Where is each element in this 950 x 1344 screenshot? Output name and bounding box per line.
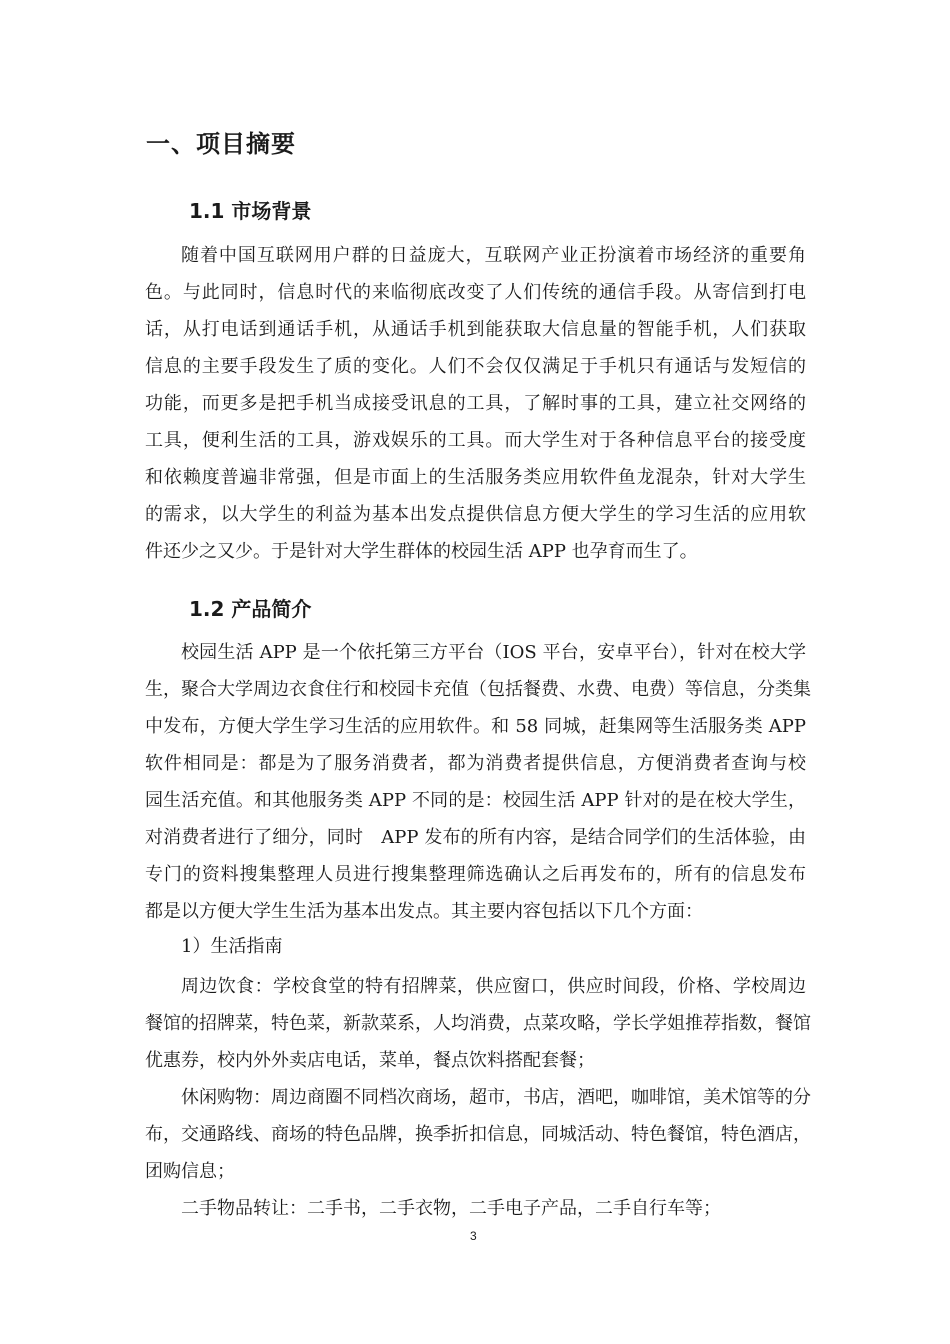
paragraph-line: 对消费者进行了细分，同时 APP 发布的所有内容，是结合同学们的生活体验，由 bbox=[145, 827, 806, 848]
paragraph-line: 中发布，方便大学生学习生活的应用软件。和 58 同城，赶集网等生活服务类 APP bbox=[145, 716, 806, 737]
paragraph-line: 生，聚合大学周边衣食住行和校园卡充值（包括餐费、水费、电费）等信息，分类集 bbox=[145, 679, 811, 700]
paragraph-line-dining: 优惠券，校内外外卖店电话，菜单，餐点饮料搭配套餐； bbox=[145, 1050, 595, 1071]
paragraph-line-dining: 餐馆的招牌菜，特色菜，新款菜系，人均消费，点菜攻略，学长学姐推荐指数，餐馆 bbox=[145, 1013, 811, 1034]
paragraph-line-shopping: 休闲购物：周边商圈不同档次商场，超市，书店，酒吧，咖啡馆，美术馆等的分 bbox=[181, 1087, 811, 1108]
chapter-heading: 一、项目摘要 bbox=[146, 130, 296, 158]
section-title-product-intro: 1.2 产品简介 bbox=[189, 597, 312, 621]
paragraph-line: 软件相同是：都是为了服务消费者，都为消费者提供信息，方便消费者查询与校 bbox=[145, 753, 806, 774]
paragraph-line: 和依赖度普遍非常强，但是市面上的生活服务类应用软件鱼龙混杂，针对大学生 bbox=[145, 467, 806, 488]
paragraph-line: 园生活充值。和其他服务类 APP 不同的是：校园生活 APP 针对的是在校大学生， bbox=[145, 790, 806, 811]
paragraph-line-dining: 周边饮食：学校食堂的特有招牌菜，供应窗口，供应时间段，价格、学校周边 bbox=[181, 976, 806, 997]
paragraph-line: 功能，而更多是把手机当成接受讯息的工具，了解时事的工具，建立社交网络的 bbox=[145, 393, 806, 414]
paragraph-line-shopping: 布，交通路线、商场的特色品牌，换季折扣信息，同城活动、特色餐馆，特色酒店， bbox=[145, 1124, 811, 1145]
paragraph-line: 话，从打电话到通话手机，从通话手机到能获取大信息量的智能手机，人们获取 bbox=[145, 319, 806, 340]
paragraph-line: 的需求，以大学生的利益为基本出发点提供信息方便大学生的学习生活的应用软 bbox=[145, 504, 806, 525]
paragraph-line: 色。与此同时，信息时代的来临彻底改变了人们传统的通信手段。从寄信到打电 bbox=[145, 282, 806, 303]
paragraph-line-secondhand: 二手物品转让：二手书，二手衣物，二手电子产品，二手自行车等； bbox=[181, 1198, 721, 1219]
paragraph-line: 都是以方便大学生生活为基本出发点。其主要内容包括以下几个方面： bbox=[145, 901, 703, 922]
paragraph-line: 专门的资料搜集整理人员进行搜集整理筛选确认之后再发布的，所有的信息发布 bbox=[145, 864, 806, 885]
paragraph-line: 信息的主要手段发生了质的变化。人们不会仅仅满足于手机只有通话与发短信的 bbox=[145, 356, 806, 377]
list-item-life-guide: 1）生活指南 bbox=[181, 936, 283, 957]
paragraph-line-shopping: 团购信息； bbox=[145, 1161, 235, 1182]
page-number: 3 bbox=[470, 1229, 477, 1243]
paragraph-line: 件还少之又少。于是针对大学生群体的校园生活 APP 也孕育而生了。 bbox=[145, 541, 698, 562]
section-title-market-background: 1.1 市场背景 bbox=[189, 199, 312, 223]
paragraph-line: 随着中国互联网用户群的日益庞大，互联网产业正扮演着市场经济的重要角 bbox=[181, 245, 806, 266]
paragraph-line: 工具，便利生活的工具，游戏娱乐的工具。而大学生对于各种信息平台的接受度 bbox=[145, 430, 806, 451]
paragraph-line: 校园生活 APP 是一个依托第三方平台（IOS 平台，安卓平台），针对在校大学 bbox=[181, 642, 806, 663]
